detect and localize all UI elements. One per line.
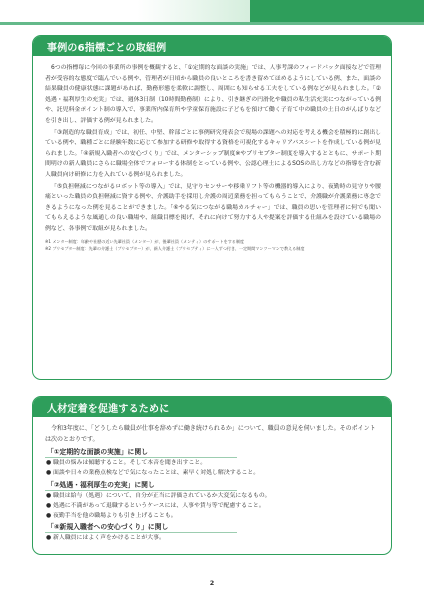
footnotes: [45, 238, 381, 252]
list-item: ● 職員の悩みは傾聴すること。そして本音を聞き出すこと。: [45, 458, 381, 468]
header-accent-block: [250, 0, 424, 22]
section-header: [33, 397, 391, 417]
section-title: 人材定着を促進するために: [47, 404, 170, 415]
section-body: [45, 63, 381, 252]
list-item: ● 夜勤手当を他の職場よりも引き上げることも。: [45, 511, 381, 521]
footnote: ※1 メンター制度：年齢や社歴の近い先輩社員（メンター）が、後輩社員（メンティ）のサポートをする制度: [45, 238, 245, 244]
bullet-icon: ●: [46, 491, 52, 499]
subheading: 「④新規入職者への安心づくり」に関し: [45, 522, 237, 533]
section-body: [45, 424, 381, 543]
bullet-icon: ●: [46, 459, 52, 467]
footnote: ※2 プリセプター制度：先輩の介護士（プリセプター）が、新人介護士（プリセプティ）に一人ずつ付き、一定期間マンツーマンで教える制度: [45, 245, 305, 251]
section-header: [33, 36, 391, 56]
bullet-icon: ●: [46, 501, 52, 509]
bullet-icon: ●: [46, 469, 52, 477]
section-box-retention: [32, 396, 392, 555]
paragraph: 「⑤負担軽減につながるロボット等の導入」では、見守りセンサーや移乗リフト等の機器的導入により、夜勤時の見守りや腰痛といった職員の負担軽減に資する例や、介護助手を採用し介護の周辺業務を担ってもらうことで、介護職が介護業務に専念できるようになった例を見ることができました。「⑥やる気につながる職場カルチャー」では、職員の思いを管理者に何でも聞いてもらえるような風通しの良い職場や、組織目標を掲げ、それに向けて努力する人や提案を評価する仕組みを設けている職場の例など、各事例で取組が見られました。: [45, 183, 381, 232]
list-item: ● 職員は給与（処遇）について、自分が正当に評価されているか大変気になるもの。: [45, 491, 381, 501]
bullet-icon: ●: [46, 534, 52, 542]
page-number: 2: [209, 579, 215, 587]
list-item: ● 処遇に不満があって退職するというケースには、人事や賃与等で配慮すること。: [45, 501, 381, 511]
header-rule: [0, 22, 424, 25]
bullet-icon: ●: [46, 512, 52, 519]
header-gradient: [0, 0, 250, 22]
section-title: 事例の6指標ごとの取組例: [47, 43, 167, 54]
header-bar: [0, 0, 424, 22]
subheading: 「②処遇・福利厚生の充実」に関し: [45, 480, 237, 491]
paragraph: 「③創造的な職員育成」では、初任、中堅、幹部ごとに事例研究発表会で現場の課題への対応を考える機会を積極的に創出している例や、職種ごとに経験年数に応じて参加する研修や取得する資格を可視化するキャリアパスシートを作成している例が見られました。「④新規入職者への安心づくり」では、メンターシップ制度※やプリセプター制度を導入するとともに、サポート期間明けの新人職員にさらに職場全体でフォローする体制をとっている例や、公認心理士によるSOSの出し方などの指導を含む新人職員向け研修に力を入れている例が見られました。: [45, 129, 381, 178]
list-item: ● 面談や日々の業務点検などで気になったことは、素早く対処し解決すること。: [45, 468, 381, 478]
section-box-examples: [32, 35, 392, 380]
paragraph: 6つの指標毎に今回の事業所の事例を概観すると、「①定期的な面談の実施」では、人事考課のフィードバック面接などで管理者が受容的な態度で臨んでいる例や、管理者が日頃から職員の良いところを書き留めてほめるようにしている例、また、面談の結果職員の健康状態に課題があれば、勤務形態を柔軟に調整し、周囲にも知らせる工夫をしている例などが見られました。「②処遇・福利厚生の充実」では、週休3日制（10時間勤務制）により、引き継ぎの円滑化や職員の私生活充実につながっている例や、託児料金ポイント制の導入で、事業所内保育所や学童保育施設に子どもを預けて働く子育て中の職員の土日のがんばりなどを引き出し、評価する例が見られました。: [45, 65, 381, 124]
subheading: 「①定期的な面談の実施」に関し: [45, 447, 237, 458]
list-item: ● 新人職員にはよく声をかけることが大事。: [45, 533, 381, 543]
intro-paragraph: 令和3年度に、「どうしたら職員が仕事を辞めずに働き続けられるか」について、職員の意見を伺いました。そのポイントは次のとおりです。: [45, 425, 376, 443]
